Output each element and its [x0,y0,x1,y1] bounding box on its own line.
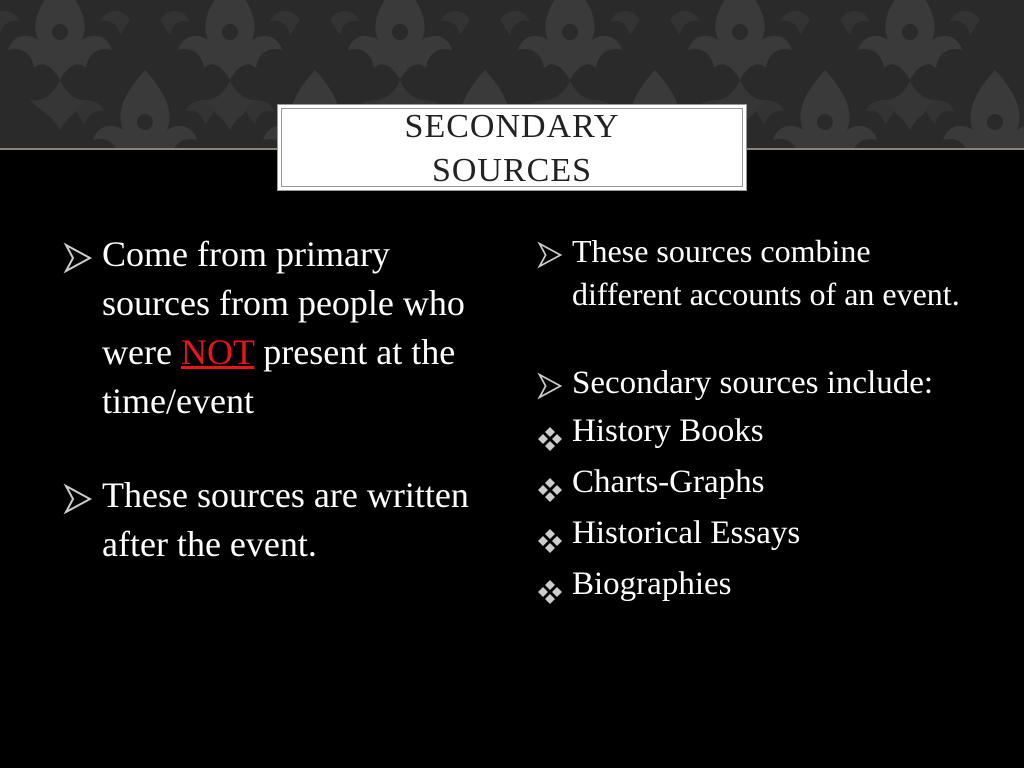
sub-item-text: Biographies [572,566,732,602]
right-item-2-text: Secondary sources include: [572,365,934,401]
not-emphasis: NOT [180,332,255,372]
left-item-2-text: These sources are written after the event. [102,475,469,564]
sub-item-text: History Books [572,413,764,449]
left-item-1-text-end: present at the time/event [102,332,456,421]
right-item-1-text: These sources combine different accounts of an event. [572,233,960,312]
sub-item-charts-graphs [536,457,976,508]
arrow-bullet-icon [536,237,564,280]
slide-title: SECONDARY SOURCES [404,107,620,189]
sub-item-text: Charts-Graphs [572,464,765,500]
right-bullet-item-2 [536,361,976,406]
left-column [62,230,482,569]
right-bullet-item-1 [536,230,976,316]
sub-item-history-books [536,406,976,457]
sub-item-biographies [536,559,976,610]
diamond-bullet-icon [536,571,564,622]
sub-item-text: Historical Essays [572,515,801,551]
arrow-bullet-icon [62,479,94,528]
left-item-1-text: Come from primary sources from people who were [102,234,465,372]
left-bullet-item-2 [62,471,482,569]
arrow-bullet-icon [62,238,94,287]
title-box [277,104,747,191]
right-column [536,230,976,610]
left-bullet-item-1 [62,230,482,426]
sub-item-historical-essays [536,508,976,559]
